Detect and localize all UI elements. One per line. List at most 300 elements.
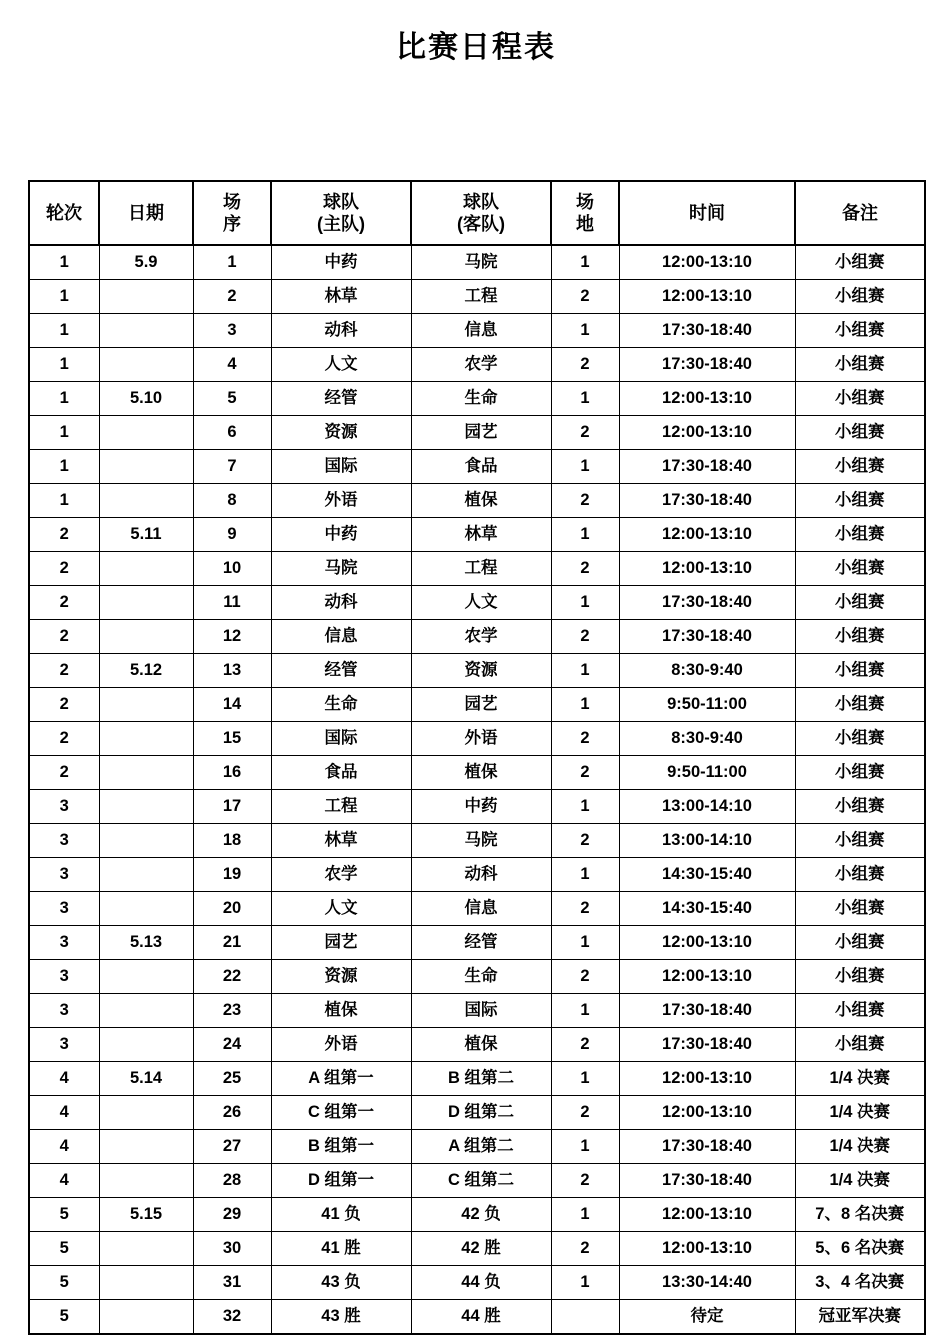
cell-time: 14:30-15:40: [619, 892, 795, 926]
column-header-home-team-line2: (主队): [317, 214, 365, 234]
cell-time: 17:30-18:40: [619, 484, 795, 518]
cell-note: 小组赛: [795, 892, 925, 926]
cell-seq: 32: [193, 1300, 271, 1335]
cell-date: 5.14: [99, 1062, 193, 1096]
cell-home-team: 外语: [271, 484, 411, 518]
cell-date: [99, 1300, 193, 1335]
cell-time: 17:30-18:40: [619, 1164, 795, 1198]
cell-away-team: 植保: [411, 756, 551, 790]
cell-date: [99, 1130, 193, 1164]
cell-away-team: 植保: [411, 484, 551, 518]
cell-field: 1: [551, 688, 619, 722]
cell-round: 2: [29, 722, 99, 756]
cell-round: 4: [29, 1062, 99, 1096]
cell-round: 3: [29, 926, 99, 960]
cell-time: 13:30-14:40: [619, 1266, 795, 1300]
cell-date: [99, 756, 193, 790]
cell-field: 1: [551, 518, 619, 552]
cell-away-team: 园艺: [411, 416, 551, 450]
cell-field: 1: [551, 654, 619, 688]
cell-date: [99, 1266, 193, 1300]
cell-away-team: 林草: [411, 518, 551, 552]
cell-field: 1: [551, 1266, 619, 1300]
cell-field: 1: [551, 858, 619, 892]
table-row: [29, 280, 925, 314]
cell-time: 17:30-18:40: [619, 620, 795, 654]
cell-date: 5.15: [99, 1198, 193, 1232]
table-row: [29, 1232, 925, 1266]
cell-time: 8:30-9:40: [619, 654, 795, 688]
cell-home-team: 资源: [271, 960, 411, 994]
cell-seq: 16: [193, 756, 271, 790]
table-row: [29, 756, 925, 790]
cell-date: [99, 960, 193, 994]
column-header-time-label: 时间: [689, 202, 725, 223]
column-header-home-team-line1: 球队: [323, 191, 359, 212]
cell-home-team: 国际: [271, 450, 411, 484]
cell-round: 4: [29, 1130, 99, 1164]
column-header-date-label: 日期: [128, 202, 164, 223]
cell-note: 小组赛: [795, 552, 925, 586]
column-header-field-line2: 地: [576, 214, 594, 234]
cell-seq: 18: [193, 824, 271, 858]
column-header-round: [29, 181, 99, 245]
cell-time: 17:30-18:40: [619, 994, 795, 1028]
cell-field: 2: [551, 892, 619, 926]
table-row: [29, 586, 925, 620]
cell-round: 2: [29, 552, 99, 586]
cell-seq: 19: [193, 858, 271, 892]
cell-home-team: 国际: [271, 722, 411, 756]
cell-time: 12:00-13:10: [619, 1096, 795, 1130]
table-row: [29, 790, 925, 824]
cell-home-team: 动科: [271, 314, 411, 348]
cell-note: 小组赛: [795, 620, 925, 654]
cell-round: 1: [29, 348, 99, 382]
cell-round: 5: [29, 1266, 99, 1300]
cell-note: 小组赛: [795, 314, 925, 348]
cell-home-team: 农学: [271, 858, 411, 892]
cell-time: 17:30-18:40: [619, 1028, 795, 1062]
cell-date: [99, 858, 193, 892]
cell-time: 14:30-15:40: [619, 858, 795, 892]
cell-time: 待定: [619, 1300, 795, 1335]
column-header-home-team: [271, 181, 411, 245]
cell-field: 1: [551, 586, 619, 620]
cell-date: [99, 994, 193, 1028]
cell-round: 3: [29, 960, 99, 994]
cell-date: [99, 1164, 193, 1198]
cell-note: 小组赛: [795, 790, 925, 824]
cell-field: 1: [551, 994, 619, 1028]
cell-round: 2: [29, 688, 99, 722]
cell-field: 1: [551, 1062, 619, 1096]
cell-home-team: 马院: [271, 552, 411, 586]
cell-date: [99, 450, 193, 484]
cell-away-team: D 组第二: [411, 1096, 551, 1130]
cell-away-team: 工程: [411, 280, 551, 314]
cell-round: 1: [29, 314, 99, 348]
cell-seq: 29: [193, 1198, 271, 1232]
column-header-field-line1: 场: [576, 191, 594, 212]
cell-field: 2: [551, 1164, 619, 1198]
cell-field: 1: [551, 926, 619, 960]
cell-away-team: A 组第二: [411, 1130, 551, 1164]
cell-time: 17:30-18:40: [619, 314, 795, 348]
cell-away-team: 马院: [411, 245, 551, 280]
cell-time: 13:00-14:10: [619, 790, 795, 824]
cell-note: 小组赛: [795, 382, 925, 416]
cell-time: 12:00-13:10: [619, 960, 795, 994]
cell-round: 2: [29, 586, 99, 620]
cell-time: 12:00-13:10: [619, 926, 795, 960]
table-row: [29, 450, 925, 484]
cell-date: [99, 280, 193, 314]
cell-note: 1/4 决赛: [795, 1130, 925, 1164]
table-header: [29, 181, 925, 245]
cell-time: 17:30-18:40: [619, 450, 795, 484]
cell-seq: 23: [193, 994, 271, 1028]
table-row: [29, 314, 925, 348]
cell-time: 8:30-9:40: [619, 722, 795, 756]
cell-home-team: 林草: [271, 280, 411, 314]
cell-time: 9:50-11:00: [619, 688, 795, 722]
cell-note: 小组赛: [795, 858, 925, 892]
table-row: [29, 1164, 925, 1198]
column-header-seq-line1: 场: [223, 191, 241, 212]
cell-round: 1: [29, 245, 99, 280]
cell-time: 12:00-13:10: [619, 518, 795, 552]
column-header-date: [99, 181, 193, 245]
cell-note: 小组赛: [795, 722, 925, 756]
cell-home-team: D 组第一: [271, 1164, 411, 1198]
cell-date: [99, 348, 193, 382]
cell-date: [99, 484, 193, 518]
column-header-round-label: 轮次: [46, 202, 82, 223]
cell-seq: 11: [193, 586, 271, 620]
cell-field: 2: [551, 620, 619, 654]
table-row: [29, 994, 925, 1028]
cell-home-team: 中药: [271, 518, 411, 552]
cell-away-team: 人文: [411, 586, 551, 620]
cell-time: 17:30-18:40: [619, 348, 795, 382]
cell-note: 小组赛: [795, 484, 925, 518]
table-row: [29, 858, 925, 892]
cell-home-team: 43 负: [271, 1266, 411, 1300]
cell-time: 17:30-18:40: [619, 586, 795, 620]
cell-seq: 30: [193, 1232, 271, 1266]
cell-time: 12:00-13:10: [619, 1062, 795, 1096]
cell-home-team: 生命: [271, 688, 411, 722]
cell-home-team: 41 胜: [271, 1232, 411, 1266]
table-body: [29, 245, 925, 1334]
cell-seq: 2: [193, 280, 271, 314]
cell-note: 5、6 名决赛: [795, 1232, 925, 1266]
cell-home-team: 人文: [271, 348, 411, 382]
cell-date: [99, 314, 193, 348]
cell-seq: 21: [193, 926, 271, 960]
column-header-seq-line2: 序: [223, 214, 241, 234]
cell-round: 3: [29, 790, 99, 824]
cell-seq: 25: [193, 1062, 271, 1096]
cell-away-team: 44 负: [411, 1266, 551, 1300]
cell-seq: 5: [193, 382, 271, 416]
cell-home-team: 外语: [271, 1028, 411, 1062]
page-title: 比赛日程表: [396, 31, 556, 64]
cell-seq: 26: [193, 1096, 271, 1130]
cell-round: 1: [29, 382, 99, 416]
cell-seq: 28: [193, 1164, 271, 1198]
cell-date: [99, 586, 193, 620]
cell-field: 2: [551, 1096, 619, 1130]
cell-note: 1/4 决赛: [795, 1164, 925, 1198]
cell-round: 2: [29, 654, 99, 688]
cell-seq: 15: [193, 722, 271, 756]
cell-home-team: 食品: [271, 756, 411, 790]
cell-home-team: 植保: [271, 994, 411, 1028]
cell-time: 12:00-13:10: [619, 280, 795, 314]
cell-away-team: 42 负: [411, 1198, 551, 1232]
cell-note: 1/4 决赛: [795, 1096, 925, 1130]
cell-time: 12:00-13:10: [619, 382, 795, 416]
cell-note: 1/4 决赛: [795, 1062, 925, 1096]
cell-date: [99, 722, 193, 756]
cell-note: 冠亚军决赛: [795, 1300, 925, 1335]
cell-note: 3、4 名决赛: [795, 1266, 925, 1300]
cell-date: [99, 790, 193, 824]
cell-round: 4: [29, 1096, 99, 1130]
cell-away-team: C 组第二: [411, 1164, 551, 1198]
cell-field: 1: [551, 245, 619, 280]
cell-note: 小组赛: [795, 926, 925, 960]
cell-field: 1: [551, 314, 619, 348]
cell-date: [99, 620, 193, 654]
cell-field: 1: [551, 790, 619, 824]
cell-field: 2: [551, 1232, 619, 1266]
schedule-table-container: [28, 180, 924, 1335]
cell-field: [551, 1300, 619, 1335]
cell-seq: 9: [193, 518, 271, 552]
cell-date: [99, 1096, 193, 1130]
cell-date: 5.12: [99, 654, 193, 688]
cell-away-team: 44 胜: [411, 1300, 551, 1335]
cell-seq: 24: [193, 1028, 271, 1062]
cell-seq: 20: [193, 892, 271, 926]
table-row: [29, 960, 925, 994]
cell-away-team: 马院: [411, 824, 551, 858]
cell-home-team: 中药: [271, 245, 411, 280]
cell-field: 1: [551, 1130, 619, 1164]
column-header-seq: [193, 181, 271, 245]
cell-time: 13:00-14:10: [619, 824, 795, 858]
cell-date: [99, 1028, 193, 1062]
cell-seq: 22: [193, 960, 271, 994]
cell-note: 小组赛: [795, 960, 925, 994]
cell-field: 2: [551, 552, 619, 586]
cell-home-team: 园艺: [271, 926, 411, 960]
table-row: [29, 654, 925, 688]
column-header-time: [619, 181, 795, 245]
cell-seq: 1: [193, 245, 271, 280]
cell-away-team: 国际: [411, 994, 551, 1028]
cell-round: 3: [29, 1028, 99, 1062]
column-header-note-label: 备注: [842, 202, 878, 223]
cell-away-team: 园艺: [411, 688, 551, 722]
cell-date: [99, 688, 193, 722]
cell-seq: 6: [193, 416, 271, 450]
cell-field: 2: [551, 484, 619, 518]
table-row: [29, 1300, 925, 1335]
column-header-away-team-line2: (客队): [457, 214, 505, 234]
cell-round: 3: [29, 994, 99, 1028]
cell-home-team: 43 胜: [271, 1300, 411, 1335]
cell-date: [99, 552, 193, 586]
cell-round: 3: [29, 824, 99, 858]
column-header-away-team-line1: 球队: [463, 191, 499, 212]
table-row: [29, 926, 925, 960]
cell-note: 小组赛: [795, 824, 925, 858]
cell-note: 小组赛: [795, 994, 925, 1028]
cell-away-team: B 组第二: [411, 1062, 551, 1096]
cell-note: 小组赛: [795, 518, 925, 552]
cell-date: [99, 824, 193, 858]
cell-round: 1: [29, 416, 99, 450]
cell-away-team: 植保: [411, 1028, 551, 1062]
cell-round: 2: [29, 756, 99, 790]
table-row: [29, 1096, 925, 1130]
table-row: [29, 1266, 925, 1300]
cell-date: [99, 1232, 193, 1266]
cell-field: 2: [551, 348, 619, 382]
cell-note: 小组赛: [795, 688, 925, 722]
table-row: [29, 552, 925, 586]
table-row: [29, 1062, 925, 1096]
cell-home-team: B 组第一: [271, 1130, 411, 1164]
cell-away-team: 农学: [411, 348, 551, 382]
cell-home-team: 人文: [271, 892, 411, 926]
cell-round: 1: [29, 484, 99, 518]
cell-field: 2: [551, 756, 619, 790]
cell-note: 小组赛: [795, 450, 925, 484]
cell-home-team: 经管: [271, 654, 411, 688]
cell-seq: 13: [193, 654, 271, 688]
cell-seq: 7: [193, 450, 271, 484]
cell-note: 小组赛: [795, 245, 925, 280]
cell-round: 3: [29, 858, 99, 892]
cell-seq: 4: [193, 348, 271, 382]
cell-field: 2: [551, 280, 619, 314]
cell-away-team: 外语: [411, 722, 551, 756]
cell-note: 小组赛: [795, 416, 925, 450]
cell-note: 小组赛: [795, 654, 925, 688]
cell-field: 2: [551, 824, 619, 858]
cell-seq: 10: [193, 552, 271, 586]
cell-note: 小组赛: [795, 756, 925, 790]
table-row: [29, 1130, 925, 1164]
table-row: [29, 416, 925, 450]
cell-home-team: 41 负: [271, 1198, 411, 1232]
cell-home-team: 信息: [271, 620, 411, 654]
cell-time: 12:00-13:10: [619, 245, 795, 280]
cell-away-team: 食品: [411, 450, 551, 484]
table-row: [29, 245, 925, 280]
table-header-row: [29, 181, 925, 245]
cell-home-team: 工程: [271, 790, 411, 824]
cell-seq: 14: [193, 688, 271, 722]
cell-date: 5.9: [99, 245, 193, 280]
table-row: [29, 1028, 925, 1062]
cell-note: 7、8 名决赛: [795, 1198, 925, 1232]
column-header-away-team: [411, 181, 551, 245]
cell-note: 小组赛: [795, 280, 925, 314]
table-row: [29, 1198, 925, 1232]
cell-round: 5: [29, 1300, 99, 1335]
cell-round: 4: [29, 1164, 99, 1198]
cell-home-team: 经管: [271, 382, 411, 416]
cell-seq: 31: [193, 1266, 271, 1300]
cell-field: 2: [551, 416, 619, 450]
cell-time: 17:30-18:40: [619, 1130, 795, 1164]
cell-field: 2: [551, 960, 619, 994]
schedule-table: [28, 180, 926, 1335]
cell-away-team: 42 胜: [411, 1232, 551, 1266]
cell-seq: 12: [193, 620, 271, 654]
cell-away-team: 生命: [411, 382, 551, 416]
cell-away-team: 生命: [411, 960, 551, 994]
table-row: [29, 348, 925, 382]
cell-away-team: 农学: [411, 620, 551, 654]
cell-date: [99, 892, 193, 926]
cell-seq: 3: [193, 314, 271, 348]
cell-date: 5.13: [99, 926, 193, 960]
cell-field: 1: [551, 382, 619, 416]
table-row: [29, 892, 925, 926]
cell-seq: 27: [193, 1130, 271, 1164]
cell-home-team: 资源: [271, 416, 411, 450]
cell-field: 2: [551, 1028, 619, 1062]
cell-note: 小组赛: [795, 348, 925, 382]
table-row: [29, 620, 925, 654]
cell-away-team: 动科: [411, 858, 551, 892]
table-row: [29, 518, 925, 552]
cell-home-team: 林草: [271, 824, 411, 858]
cell-round: 1: [29, 450, 99, 484]
cell-home-team: A 组第一: [271, 1062, 411, 1096]
cell-field: 1: [551, 1198, 619, 1232]
cell-seq: 17: [193, 790, 271, 824]
cell-away-team: 信息: [411, 314, 551, 348]
cell-time: 12:00-13:10: [619, 1232, 795, 1266]
column-header-note: [795, 181, 925, 245]
cell-round: 5: [29, 1232, 99, 1266]
cell-time: 9:50-11:00: [619, 756, 795, 790]
table-row: [29, 382, 925, 416]
cell-away-team: 资源: [411, 654, 551, 688]
cell-time: 12:00-13:10: [619, 1198, 795, 1232]
cell-round: 5: [29, 1198, 99, 1232]
cell-away-team: 工程: [411, 552, 551, 586]
cell-away-team: 中药: [411, 790, 551, 824]
cell-date: 5.11: [99, 518, 193, 552]
cell-round: 2: [29, 518, 99, 552]
cell-away-team: 经管: [411, 926, 551, 960]
cell-date: 5.10: [99, 382, 193, 416]
cell-seq: 8: [193, 484, 271, 518]
cell-time: 12:00-13:10: [619, 552, 795, 586]
column-header-field: [551, 181, 619, 245]
table-row: [29, 722, 925, 756]
cell-home-team: C 组第一: [271, 1096, 411, 1130]
